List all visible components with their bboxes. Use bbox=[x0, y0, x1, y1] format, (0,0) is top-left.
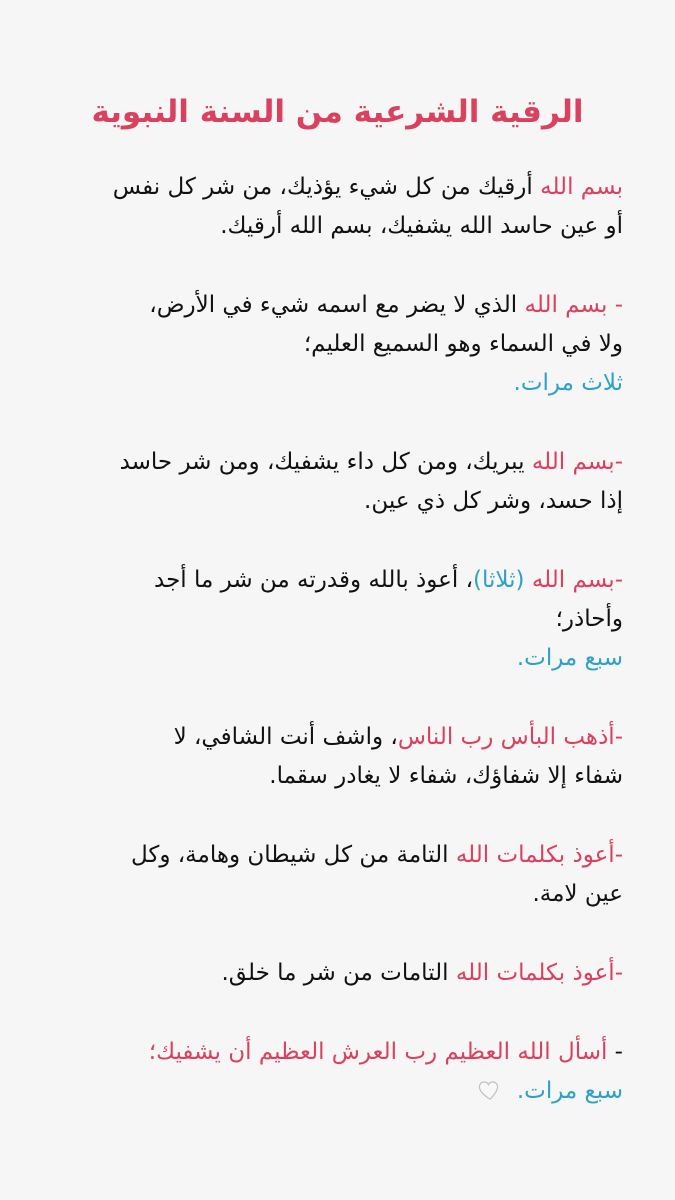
repeat-note: (ثلاثا) bbox=[473, 567, 532, 593]
text-block-1 bbox=[53, 168, 623, 246]
repeat-count: ثلاث مرات. bbox=[513, 370, 623, 396]
body-text: التامة من كل شيطان وهامة، وكل bbox=[130, 842, 456, 868]
highlighted-text: -بسم الله bbox=[531, 449, 623, 475]
body-text: يبريك، ومن كل داء يشفيك، ومن شر حاسد bbox=[119, 449, 532, 475]
body-text: ، واشف أنت الشافي، لا bbox=[173, 724, 398, 750]
text-block-3 bbox=[53, 443, 623, 521]
highlighted-text: -أعوذ بكلمات الله bbox=[455, 842, 623, 868]
text-block-2 bbox=[53, 286, 623, 403]
text-line bbox=[53, 168, 623, 207]
text-line bbox=[53, 286, 623, 325]
dash-prefix: - bbox=[607, 1039, 623, 1065]
text-line: شفاء إلا شفاؤك، شفاء لا يغادر سقما. bbox=[269, 763, 623, 789]
text-line: عين لامة. bbox=[532, 881, 623, 907]
highlighted-text: -أذهب البأس رب الناس bbox=[397, 724, 623, 750]
text-line bbox=[53, 718, 623, 757]
highlighted-text: -أعوذ بكلمات الله bbox=[455, 960, 623, 986]
text-line bbox=[53, 1033, 623, 1072]
body-text: الذي لا يضر مع اسمه شيء في الأرض، bbox=[149, 292, 525, 318]
repeat-count: سبع مرات. bbox=[516, 645, 623, 671]
text-block-5 bbox=[53, 718, 623, 796]
text-line bbox=[53, 1072, 623, 1111]
text-block-8 bbox=[53, 1033, 623, 1111]
body-text: ، أعوذ بالله وقدرته من شر ما أجد bbox=[154, 567, 474, 593]
highlighted-text: - بسم الله bbox=[524, 292, 623, 318]
text-line: أو عين حاسد الله يشفيك، بسم الله أرقيك. bbox=[220, 213, 623, 239]
highlighted-text: أسأل الله العظيم رب العرش العظيم أن يشفيك؛ bbox=[148, 1039, 608, 1065]
highlighted-text: -بسم الله bbox=[531, 567, 623, 593]
ruqyah-content bbox=[53, 168, 623, 1151]
text-line bbox=[53, 561, 623, 600]
text-block-7 bbox=[53, 954, 623, 993]
text-line: إذا حسد، وشر كل ذي عين. bbox=[364, 488, 623, 514]
text-line: ولا في السماء وهو السميع العليم؛ bbox=[303, 331, 623, 357]
text-line: وأحاذر؛ bbox=[555, 606, 623, 632]
text-block-4 bbox=[53, 561, 623, 678]
highlighted-text: بسم الله bbox=[540, 174, 623, 200]
text-line bbox=[53, 836, 623, 875]
repeat-count: سبع مرات. bbox=[516, 1078, 623, 1104]
text-line bbox=[53, 443, 623, 482]
text-block-6 bbox=[53, 836, 623, 914]
white-heart-icon bbox=[478, 1078, 502, 1102]
body-text: أرقيك من كل شيء يؤذيك، من شر كل نفس bbox=[112, 174, 541, 200]
page-title: الرقية الشرعية من السنة النبوية bbox=[91, 94, 584, 130]
body-text: التامات من شر ما خلق. bbox=[221, 960, 456, 986]
text-line bbox=[53, 954, 623, 993]
